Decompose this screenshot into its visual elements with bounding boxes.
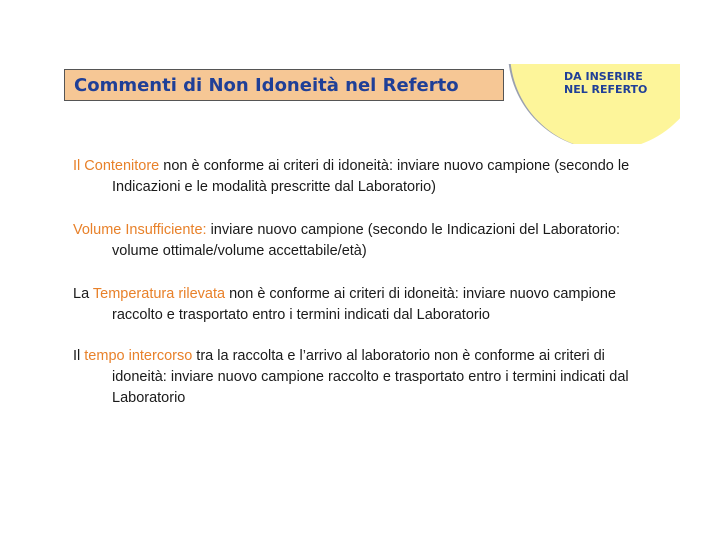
comment-volume-line2: volume ottimale/volume accettabile/età) xyxy=(112,243,367,259)
badge-line-1: DA INSERIRE xyxy=(564,70,643,83)
comment-time-line3: Laboratorio xyxy=(112,390,186,406)
comment-container xyxy=(73,156,635,198)
comment-temperature-pre: La xyxy=(73,286,93,302)
comment-temperature xyxy=(73,284,635,326)
comment-volume xyxy=(73,220,635,262)
comment-temperature-line2: raccolto e trasportato entro i termini indicati dal Laboratorio xyxy=(112,307,490,323)
comment-time xyxy=(73,346,635,409)
comment-time-highlight: tempo intercorso xyxy=(84,348,193,364)
comment-time-line2: idoneità: inviare nuovo campione raccolto e trasportato entro i termini indicati dal xyxy=(112,369,629,385)
comment-container-line2: Indicazioni e le modalità prescritte dal Laboratorio) xyxy=(112,179,437,195)
page-title xyxy=(64,69,504,101)
insert-badge xyxy=(508,64,680,144)
badge-line-2: NEL REFERTO xyxy=(564,83,648,96)
comment-temperature-text: non è conforme ai criteri di idoneità: inviare nuovo campione xyxy=(225,286,616,302)
comment-volume-highlight: Volume Insufficiente: xyxy=(73,222,207,238)
comment-temperature-highlight: Temperatura rilevata xyxy=(92,286,226,302)
comment-volume-text: inviare nuovo campione (secondo le Indicazioni del Laboratorio: xyxy=(206,222,621,238)
badge-text xyxy=(564,70,664,96)
comment-container-text: non è conforme ai criteri di idoneità: inviare nuovo campione (secondo le xyxy=(159,158,630,174)
page-title-text: Commenti di Non Idoneità nel Referto xyxy=(74,74,459,96)
comment-container-highlight: Il Contenitore xyxy=(73,158,160,174)
comment-time-pre: Il xyxy=(73,348,85,364)
comment-time-text: tra la raccolta e l’arrivo al laboratorio non è conforme ai criteri di xyxy=(192,348,605,364)
